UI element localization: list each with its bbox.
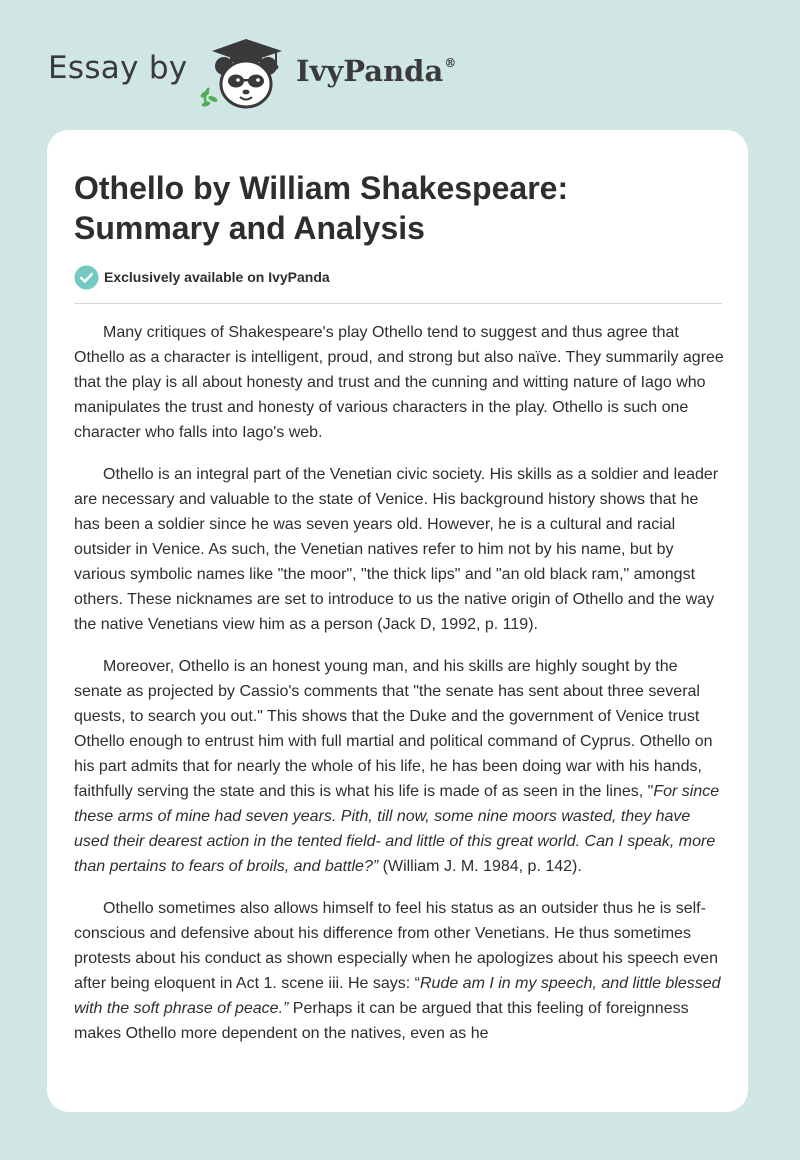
paragraph-3-citation: (William J. M. 1984, p. 142). [378, 858, 582, 875]
essay-by-label: Essay by [48, 50, 188, 86]
brand-name [296, 54, 456, 88]
essay-title-line-2: Summary and Analysis [74, 210, 425, 246]
exclusive-badge [74, 264, 330, 290]
paragraph-3 [74, 654, 724, 879]
essay-title [74, 168, 714, 248]
registered-mark: ® [444, 56, 457, 70]
paragraph-1 [74, 320, 724, 445]
paragraph-4 [74, 896, 724, 1046]
check-circle-icon [74, 265, 99, 290]
essay-card [47, 130, 748, 1112]
essay-title-line-1: Othello by William Shakespeare: [74, 170, 569, 206]
title-divider [74, 303, 722, 304]
essay-body [74, 320, 724, 1063]
paragraph-4-text-end: Perhaps it can be argued that this feeling of foreignness makes Othello more dependent on the natives, even as he [74, 1000, 689, 1042]
paragraph-4-text: Othello sometimes also allows himself to feel his status as an outsider thus he is self-conscious and defensive about his difference from other Venetians. He thus sometimes protests about his conduct as shown especially when he apologizes about his speech even after being eloquent in Act 1. scene iii. He says: “ [74, 900, 718, 992]
exclusive-badge-text: Exclusively available on IvyPanda [104, 269, 330, 285]
paragraph-3-text: Moreover, Othello is an honest young man, and his skills are highly sought by the senate as projected by Cassio's comments that "the senate has sent about three several quests, to search you out." This shows that the Duke and the government of Venice trust Othello enough to entrust him with full martial and political command of Cyprus. Othello on his part admits that for nearly the whole of his life, he has been doing war with his hands, faithfully serving the state and this is what his life is made of as seen in the lines, " [74, 658, 713, 800]
paragraph-2 [74, 462, 724, 637]
brand-name-text: IvyPanda [296, 54, 444, 88]
paragraph-4-quote: Rude am I in my speech, and little blessed with the soft phrase of peace.” [74, 975, 721, 1017]
site-header [0, 0, 800, 130]
paragraph-2-text: Othello is an integral part of the Venetian civic society. His skills as a soldier and leader are necessary and valuable to the state of Venice. His background history shows that he has been a soldier since he was seven years old. However, he is a cultural and racial outsider in Venice. As such, the Venetian natives refer to him not by his name, but by various symbolic names like "the moor", "the thick lips" and "an old black ram," amongst others. These nicknames are set to introduce to us the native origin of Othello and the way the native Venetians view him as a person (Jack D, 1992, p. 119). [74, 466, 719, 633]
paragraph-3-quote: For since these arms of mine had seven years. Pith, till now, some nine moors wasted, they have used their dearest action in the tented field- and little of this great world. Can I speak, more than pertains to fears of broils, and battle?” [74, 783, 720, 875]
panda-graduate-logo-icon [200, 36, 292, 110]
paragraph-1-text: Many critiques of Shakespeare's play Othello tend to suggest and thus agree that Othello as a character is intelligent, proud, and strong but also naïve. They summarily agree that the play is all about honesty and trust and the cunning and witting nature of Iago who manipulates the trust and honesty of various characters in the play. Othello is such one character who falls into Iago's web. [74, 324, 724, 441]
